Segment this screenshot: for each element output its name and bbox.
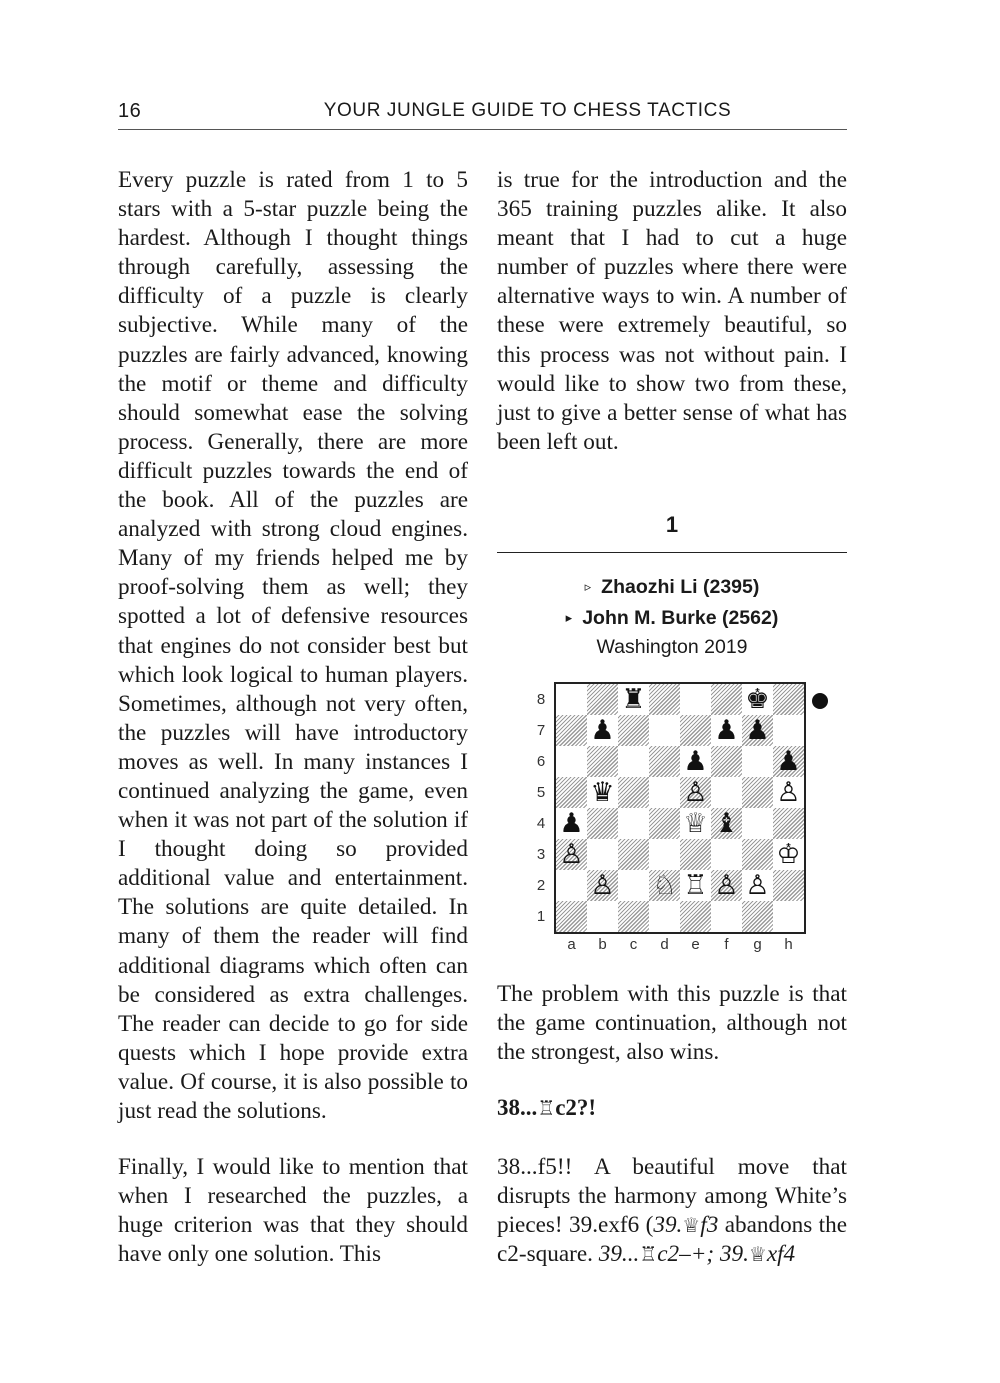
rook-icon: ♖ (639, 1242, 658, 1267)
white-player-line (497, 572, 847, 603)
header-rule (118, 129, 847, 130)
left-paragraph-2-text: Finally, I would like to mention that when I researched the puzzles, a huge criterion was that they should have only one solution. This (118, 1154, 468, 1268)
square-g1 (742, 901, 773, 932)
p3-italic-e: xf4 (766, 1241, 796, 1268)
square-a2 (556, 870, 587, 901)
white-queen-icon: ♕ (683, 808, 708, 839)
square-c7 (618, 715, 649, 746)
white-pawn-icon: ♙ (714, 870, 739, 901)
square-g5 (742, 777, 773, 808)
square-f5 (711, 777, 742, 808)
white-pawn-icon: ♙ (559, 839, 584, 870)
file-label: g (753, 936, 762, 953)
move-text: c2?! (555, 1095, 597, 1120)
p3-italic-b: f3 (700, 1212, 719, 1239)
square-h2 (773, 870, 804, 901)
square-b3 (587, 839, 618, 870)
square-c5 (618, 777, 649, 808)
black-pawn-icon: ♟ (590, 715, 615, 746)
rank-label: 1 (536, 908, 546, 925)
file-label: d (660, 936, 669, 953)
black-pawn-icon: ♟ (683, 746, 708, 777)
black-triangle-icon: ▸ (565, 609, 573, 625)
rank-label: 7 (536, 722, 546, 739)
square-g4 (742, 808, 773, 839)
square-c3 (618, 839, 649, 870)
black-rook-icon: ♜ (621, 684, 646, 715)
file-label: f (724, 936, 729, 953)
rank-label: 6 (536, 753, 546, 770)
chess-board (554, 682, 806, 934)
white-pawn-icon: ♙ (776, 777, 801, 808)
black-player: John M. Burke (2562) (582, 606, 779, 629)
black-pawn-icon: ♟ (714, 715, 739, 746)
square-d3 (649, 839, 680, 870)
square-b4 (587, 808, 618, 839)
puzzle-rule (497, 552, 847, 553)
rank-label: 5 (536, 784, 546, 801)
white-player: Zhaozhi Li (2395) (601, 576, 760, 598)
square-d8 (649, 684, 680, 715)
square-a8 (556, 684, 587, 715)
file-label: h (784, 936, 793, 953)
event: Washington 2019 (596, 636, 748, 658)
square-e8 (680, 684, 711, 715)
rank-label: 3 (536, 846, 546, 863)
square-b8 (587, 684, 618, 715)
right-paragraph-1 (497, 166, 847, 457)
rook-icon: ♖ (537, 1096, 556, 1120)
page-number: 16 (118, 100, 142, 122)
file-label: c (629, 936, 638, 953)
queen-icon: ♕ (748, 1242, 767, 1267)
p3-lead: 38...f5!! A beautiful move that disrupts the harmony among White’s pieces! 39.exf6 ( (497, 1154, 847, 1239)
left-paragraph-1-text: Every puzzle is rated from 1 to 5 stars with a 5-star puzzle being the hardest. Although I thought things through carefully, assessing the difficulty of a puzzle is clearly subjective. While many of the puzzles are fairly advanced, knowing the motif or theme and difficulty should somewhat ease the solving process. Generally, there are more difficult puzzles towards the end of the book. All of the puzzles are analyzed with strong cloud engines. Many of my friends helped me by proof-solving them as well; they spotted a lot of defensive resources that engines do not consider best but which look logical to human players. Sometimes, although not very often, the puzzles will have introductory moves as well. In many instances I continued analyzing the game, even when it was not part of the solution if I thought doing so provided additional value and entertainment. The solutions are quite detailed. In many of them the reader will find additional diagrams which often can be considered as extra challenges. The reader can decide to go for side quests which I hope provide extra value. Of course, it is also possible to just read the solutions. (118, 167, 468, 1124)
white-knight-icon: ♘ (652, 870, 677, 901)
rank-label: 4 (536, 815, 546, 832)
main-move (497, 1095, 596, 1121)
square-a7 (556, 715, 587, 746)
running-header-title: YOUR JUNGLE GUIDE TO CHESS TACTICS (323, 100, 732, 121)
white-king-icon: ♔ (776, 839, 801, 870)
p3-italic-d: c2–+; 39. (657, 1241, 749, 1268)
square-g3 (742, 839, 773, 870)
white-rook-icon: ♖ (683, 870, 708, 901)
white-pawn-icon: ♙ (590, 870, 615, 901)
left-paragraph-2 (118, 1153, 468, 1269)
square-c6 (618, 746, 649, 777)
file-label: e (691, 936, 700, 953)
square-e3 (680, 839, 711, 870)
game-header (497, 572, 847, 663)
black-pawn-icon: ♟ (776, 746, 801, 777)
square-b1 (587, 901, 618, 932)
square-h4 (773, 808, 804, 839)
square-d5 (649, 777, 680, 808)
square-f8 (711, 684, 742, 715)
square-h1 (773, 901, 804, 932)
p3-mid: abandons the c2-square. (497, 1212, 847, 1268)
square-g6 (742, 746, 773, 777)
square-h8 (773, 684, 804, 715)
square-a5 (556, 777, 587, 808)
black-pawn-icon: ♟ (745, 715, 770, 746)
square-c1 (618, 901, 649, 932)
rank-label: 2 (536, 877, 546, 894)
file-label: a (567, 936, 576, 953)
square-d7 (649, 715, 680, 746)
black-pawn-icon: ♟ (559, 808, 584, 839)
white-pawn-icon: ♙ (683, 777, 708, 808)
p3-italic-a: 39. (653, 1212, 683, 1239)
square-a6 (556, 746, 587, 777)
white-to-move-triangle-icon: ▹ (584, 579, 592, 594)
square-e7 (680, 715, 711, 746)
puzzle-number: 1 (665, 512, 679, 537)
white-pawn-icon: ♙ (745, 870, 770, 901)
square-h7 (773, 715, 804, 746)
square-e1 (680, 901, 711, 932)
square-a1 (556, 901, 587, 932)
square-d4 (649, 808, 680, 839)
left-paragraph-1 (118, 166, 468, 1126)
queen-icon: ♕ (682, 1213, 701, 1238)
black-bishop-icon: ♝ (714, 808, 739, 839)
right-paragraph-2 (497, 980, 847, 1067)
right-paragraph-3 (497, 1153, 847, 1269)
square-f1 (711, 901, 742, 932)
square-d6 (649, 746, 680, 777)
square-c4 (618, 808, 649, 839)
black-player-line (497, 603, 847, 634)
rank-label: 8 (536, 691, 546, 708)
black-king-icon: ♚ (745, 684, 770, 715)
right-paragraph-1-text: is true for the introduction and the 365 training puzzles alike. It also meant that I had to cut a huge number of puzzles where there were alternative ways to win. A number of these were extremely beautiful, so this process was not without pain. I would like to show two from these, just to give a better sense of what has been left out. (497, 167, 847, 455)
black-queen-icon: ♛ (590, 777, 615, 808)
square-d1 (649, 901, 680, 932)
square-f6 (711, 746, 742, 777)
move-number: 38... (497, 1095, 538, 1120)
p3-italic-c: 39... (598, 1241, 640, 1268)
square-c2 (618, 870, 649, 901)
square-f3 (711, 839, 742, 870)
file-label: b (598, 936, 607, 953)
black-to-move-dot-icon (812, 693, 828, 709)
square-b6 (587, 746, 618, 777)
right-paragraph-2-text: The problem with this puzzle is that the game continuation, although not the strongest, also wins. (497, 981, 847, 1066)
right-paragraph-3-text (497, 1153, 847, 1269)
